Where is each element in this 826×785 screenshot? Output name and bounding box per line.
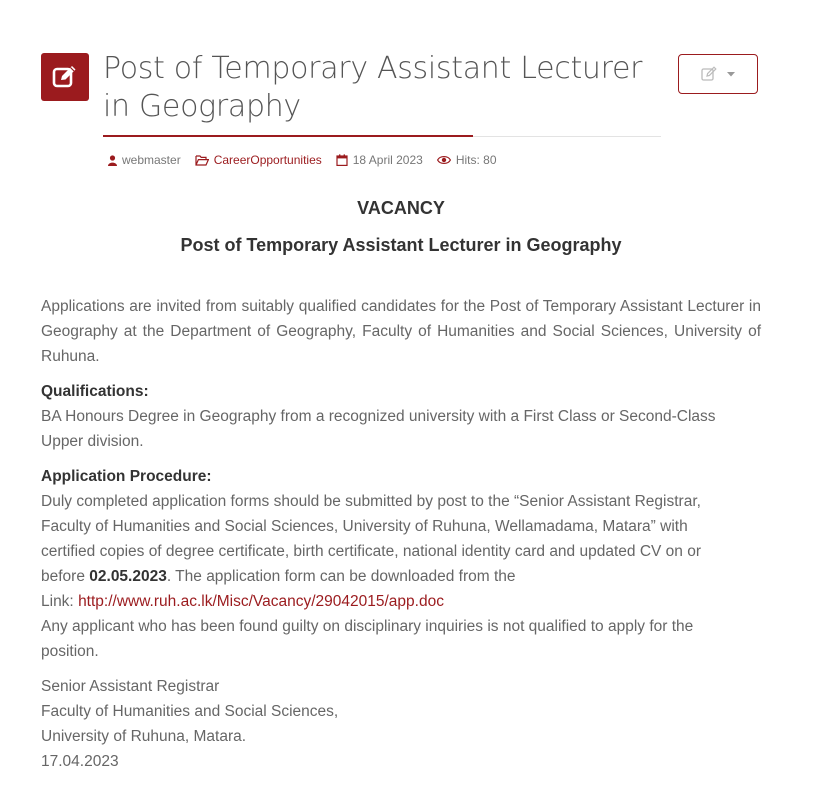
title-divider-accent: [103, 135, 473, 137]
hits-info: [437, 153, 497, 167]
published-date: [336, 153, 423, 167]
vacancy-heading: VACANCY: [357, 198, 445, 218]
article-type-badge: [41, 53, 89, 101]
category-link[interactable]: CareerOpportunities: [213, 153, 322, 167]
post-heading: Post of Temporary Assistant Lecturer in Geography: [180, 235, 622, 255]
category-info: [195, 153, 322, 167]
hits-count: Hits: 80: [455, 153, 497, 167]
procedure-section: [41, 464, 761, 664]
link-prefix: Link:: [41, 593, 79, 610]
signature-line: Senior Assistant Registrar: [41, 678, 220, 695]
signature-line: University of Ruhuna, Matara.: [41, 728, 247, 745]
qualifications-line: BA Honours Degree in Geography from a recognized university with a First Class or Second-Class: [41, 408, 716, 425]
eye-icon: [437, 155, 451, 165]
procedure-line: Duly completed application forms should be submitted by post to the “Senior Assistant Registrar,: [41, 493, 701, 510]
qualifications-title: Qualifications:: [41, 383, 149, 400]
procedure-title: Application Procedure:: [41, 468, 212, 485]
download-link-line: [41, 589, 761, 614]
application-form-link[interactable]: http://www.ruh.ac.lk/Misc/Vacancy/29042015/app.doc: [78, 593, 444, 610]
date-text: 18 April 2023: [352, 153, 423, 167]
user-icon: [108, 155, 117, 166]
procedure-before-text: before: [41, 568, 90, 585]
procedure-after-text: . The application form can be downloaded from the: [166, 568, 516, 585]
qualifications-section: [41, 379, 761, 454]
author-info: [108, 153, 181, 167]
signature-date: 17.04.2023: [41, 753, 119, 770]
disqualify-line: Any applicant who has been found guilty on disciplinary inquiries is not qualified to apply for the: [41, 618, 694, 635]
article-info: [108, 152, 511, 168]
intro-paragraph: Applications are invited from suitably qualified candidates for the Post of Temporary Assistant Lecturer in Geography at the Department of Geography, Faculty of Humanities and Social Sciences, University of Ruhuna.: [41, 298, 761, 365]
procedure-line: certified copies of degree certificate, birth certificate, national identity card and updated CV on or: [41, 543, 701, 560]
edit-icon: [701, 66, 717, 82]
procedure-deadline-line: [41, 564, 761, 589]
author-name: webmaster: [122, 153, 181, 167]
signature-block: [41, 674, 761, 774]
page-title: Post of Temporary Assistant Lecturer in Geography: [103, 51, 643, 124]
article-body: [41, 193, 761, 774]
caret-down-icon: [727, 72, 735, 77]
folder-open-icon: [195, 155, 209, 166]
deadline-date: 02.05.2023: [89, 568, 167, 585]
pencil-square-icon: [52, 64, 78, 90]
procedure-line: Faculty of Humanities and Social Sciences, University of Ruhuna, Wellamadama, Matara” with: [41, 518, 688, 535]
disqualify-line: position.: [41, 643, 99, 660]
signature-line: Faculty of Humanities and Social Sciences,: [41, 703, 339, 720]
calendar-icon: [336, 154, 348, 166]
article-tools-dropdown-button[interactable]: [678, 54, 758, 94]
qualifications-line: Upper division.: [41, 433, 144, 450]
